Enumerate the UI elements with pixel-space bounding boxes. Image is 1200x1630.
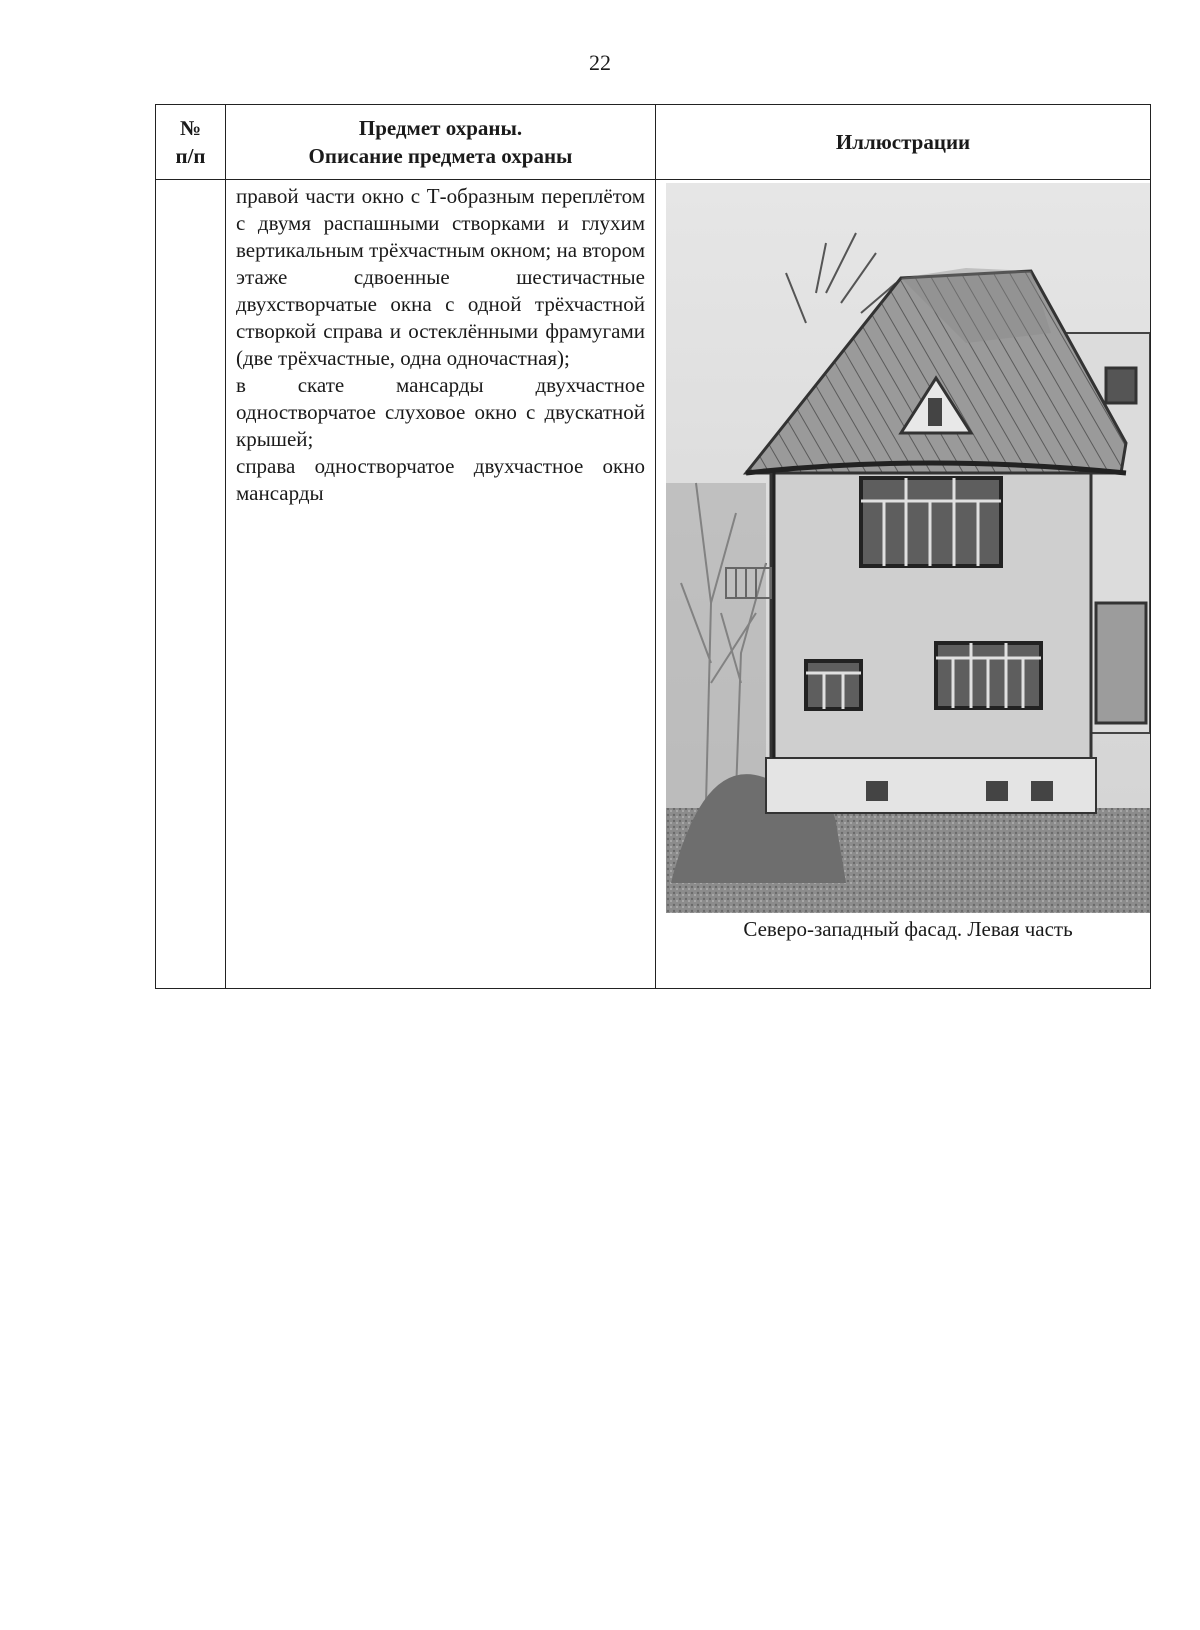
description-paragraph: правой части окно с Т-образным переплётом с двумя распашными створками и глухим вертикальным трёхчастным окном; на втором этаже сдвоенные шестичастные двухстворчатые окна с одной трёхчастной створкой справа и остеклёнными фрамугами (две трёхчастные, одна одночастная); bbox=[236, 184, 645, 370]
row-description-cell bbox=[226, 180, 656, 989]
description-paragraph: справа одностворчатое двухчастное окно мансарды bbox=[236, 454, 645, 505]
header-illustrations: Иллюстрации bbox=[656, 105, 1151, 180]
row-illustration-cell bbox=[656, 180, 1151, 989]
table-row bbox=[156, 180, 1151, 989]
header-subject: Предмет охраны. Описание предмета охраны bbox=[226, 105, 656, 180]
description-paragraph: в скате мансарды двухчастное одностворчатое слуховое окно с двускатной крышей; bbox=[236, 373, 645, 451]
photo-caption: Северо-западный фасад. Левая часть bbox=[743, 917, 1073, 941]
page-number: 22 bbox=[589, 50, 611, 75]
row-number-cell bbox=[156, 180, 226, 989]
house-facade-photo bbox=[666, 183, 1150, 913]
header-number: № п/п bbox=[156, 105, 226, 180]
table-header-row bbox=[156, 105, 1151, 180]
protection-subject-table bbox=[155, 104, 1151, 989]
